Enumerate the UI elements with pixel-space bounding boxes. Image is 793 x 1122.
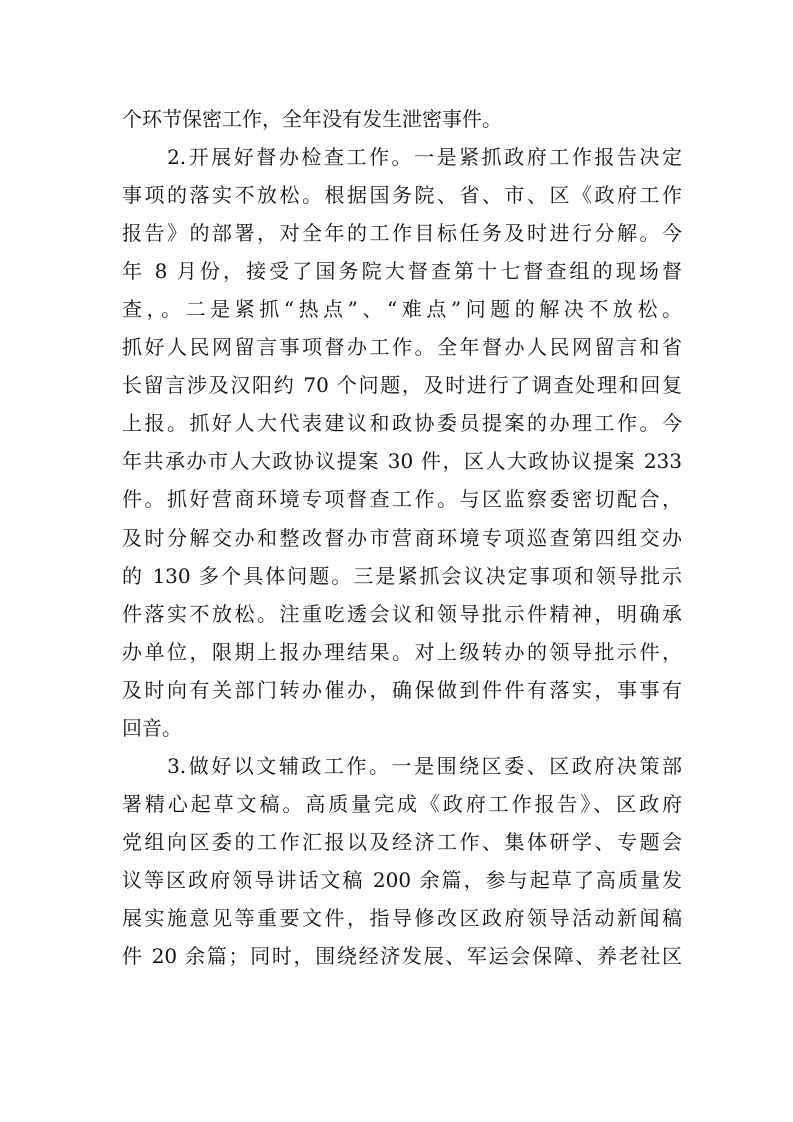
text-line: 件落实不放松。注重吃透会议和领导批示件精神，明确承 xyxy=(122,601,682,626)
text-line: 报告》的部署，对全年的工作目标任务及时进行分解。今 xyxy=(122,221,682,246)
text-line: 年共承办市人大政协议提案 30 件，区人大政协议提案 233 xyxy=(122,449,682,474)
text-line: 件。抓好营商环境专项督查工作。与区监察委密切配合， xyxy=(122,487,682,512)
text-line: 事项的落实不放松。根据国务院、省、市、区《政府工作 xyxy=(122,183,682,208)
text-line: 查，。二是紧抓“热点”、“难点”问题的解决不放松。 xyxy=(122,297,682,322)
text-line: 的 130 多个具体问题。三是紧抓会议决定事项和领导批示 xyxy=(122,563,682,588)
text-line: 党组向区委的工作汇报以及经济工作、集体研学、专题会 xyxy=(122,829,682,854)
text-line: 抓好人民网留言事项督办工作。全年督办人民网留言和省 xyxy=(122,335,682,360)
text-line: 署精心起草文稿。高质量完成《政府工作报告》、区政府 xyxy=(122,791,682,816)
text-line: 展实施意见等重要文件，指导修改区政府领导活动新闻稿 xyxy=(122,905,682,930)
text-line: 回音。 xyxy=(122,715,182,740)
text-line: 年 8 月份，接受了国务院大督查第十七督查组的现场督 xyxy=(122,259,682,284)
text-line: 及时向有关部门转办催办，确保做到件件有落实，事事有 xyxy=(122,677,682,702)
text-line: 及时分解交办和整改督办市营商环境专项巡查第四组交办 xyxy=(122,525,682,550)
body-text xyxy=(122,100,682,975)
text-line: 2.开展好督办检查工作。一是紧抓政府工作报告决定 xyxy=(122,145,682,170)
text-line: 长留言涉及汉阳约 70 个问题，及时进行了调查处理和回复 xyxy=(122,373,682,398)
text-line: 3.做好以文辅政工作。一是围绕区委、区政府决策部 xyxy=(122,753,682,778)
text-line: 件 20 余篇；同时，围绕经济发展、军运会保障、养老社区 xyxy=(122,944,682,969)
text-line: 上报。抓好人大代表建议和政协委员提案的办理工作。今 xyxy=(122,411,682,436)
text-line: 议等区政府领导讲话文稿 200 余篇，参与起草了高质量发 xyxy=(122,867,682,892)
text-line: 个环节保密工作，全年没有发生泄密事件。 xyxy=(122,107,502,131)
text-line: 办单位，限期上报办理结果。对上级转办的领导批示件， xyxy=(122,639,682,664)
